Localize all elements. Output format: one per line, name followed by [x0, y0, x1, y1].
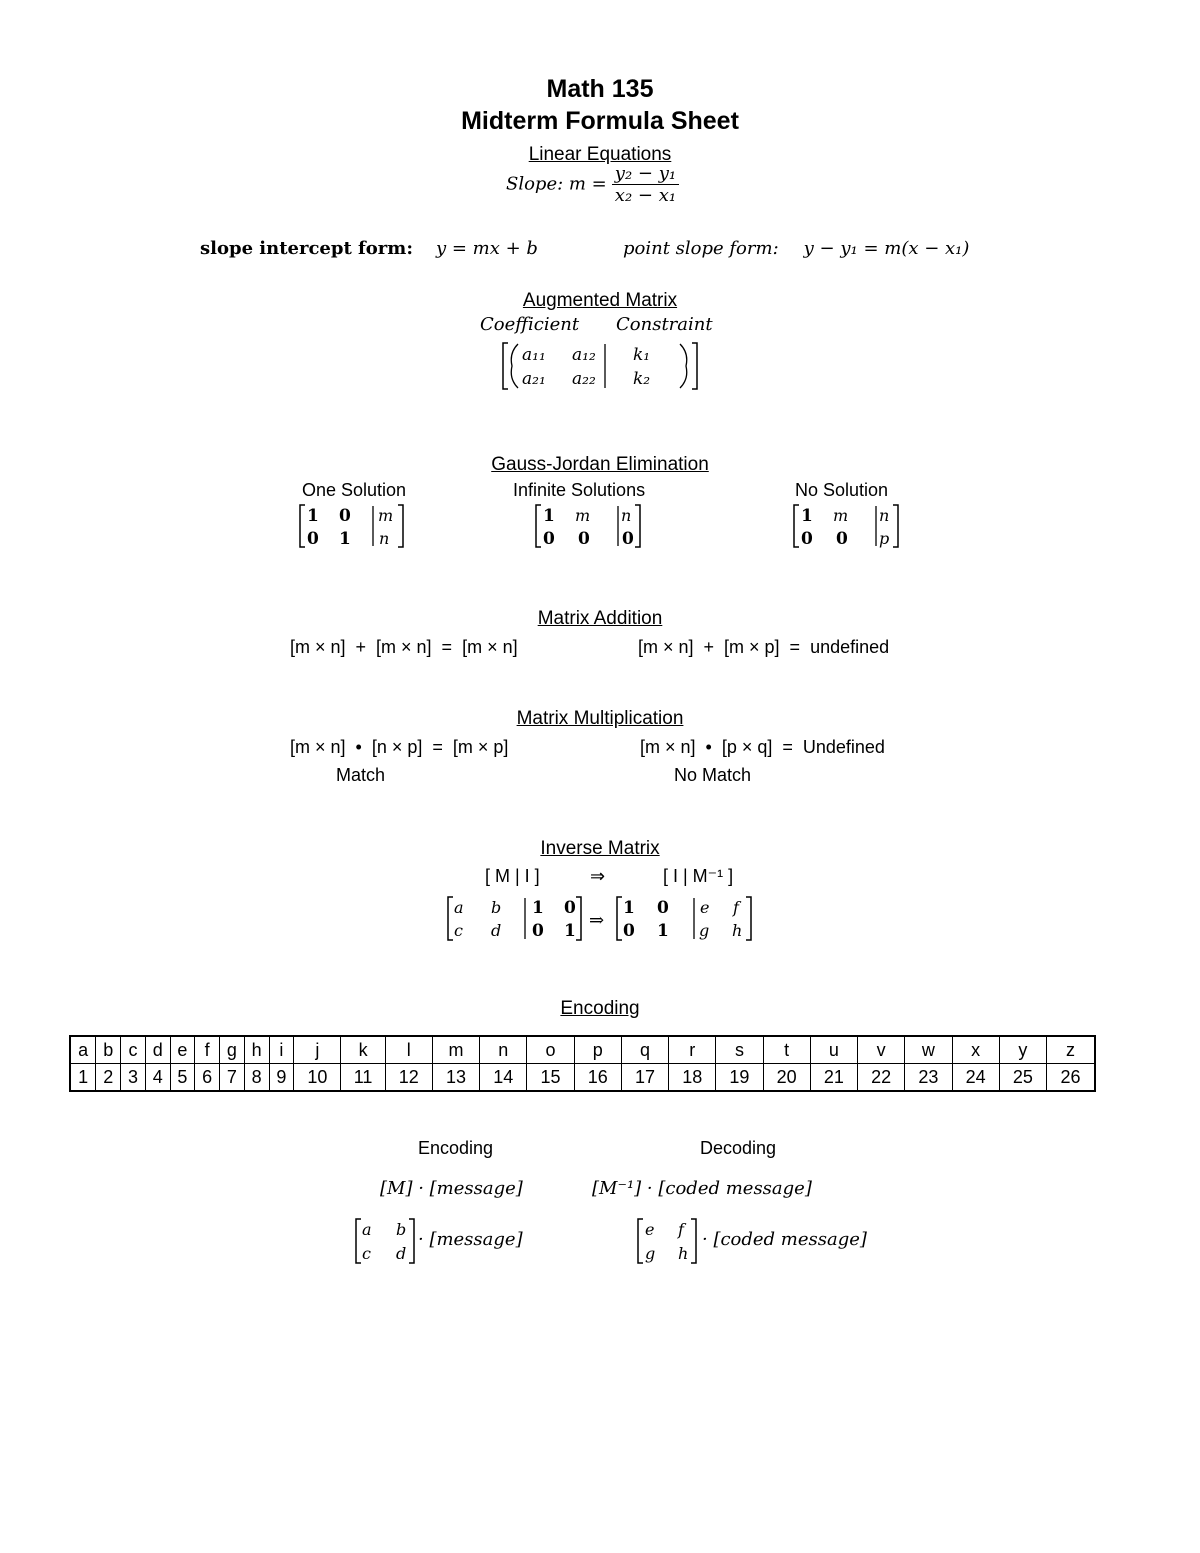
letter-cell: b	[96, 1036, 121, 1064]
m1-0: 0	[564, 898, 576, 918]
number-cell: 23	[905, 1064, 952, 1092]
cell-m: m	[378, 506, 394, 525]
cell-m: m	[833, 506, 849, 525]
gauss-jordan-heading: Gauss-Jordan Elimination	[491, 454, 709, 475]
encoding-table	[69, 1035, 1096, 1092]
constraint-label: Constraint	[616, 314, 713, 335]
slope-intercept-row	[200, 238, 538, 259]
letter-cell: o	[527, 1036, 574, 1064]
number-cell: 26	[1046, 1064, 1095, 1092]
dec-e: e	[645, 1220, 655, 1239]
slope-intercept-formula: y = mx + b	[435, 238, 538, 259]
cell-0: 0	[339, 506, 351, 526]
encoding-formula: [M] · [message]	[380, 1178, 523, 1199]
inverse-example	[446, 894, 758, 944]
entry-a11: a₁₁	[522, 345, 546, 365]
slope-formula	[506, 163, 679, 206]
number-cell: 4	[145, 1064, 170, 1092]
slope-numerator: y₂ − y₁	[612, 163, 679, 185]
m2-0: 0	[657, 898, 669, 918]
infinite-solutions-label: Infinite Solutions	[513, 480, 646, 500]
point-slope-row	[623, 238, 969, 259]
no-solution-label: No Solution	[795, 480, 889, 500]
m1-b: b	[491, 898, 502, 917]
cell-0: 0	[801, 529, 813, 549]
letter-cell: j	[294, 1036, 341, 1064]
encoding-label: Encoding	[418, 1138, 494, 1158]
letter-cell: r	[669, 1036, 716, 1064]
letter-cell: m	[432, 1036, 479, 1064]
numbers-row	[70, 1064, 1095, 1092]
entry-a21: a₂₁	[522, 369, 546, 389]
cell-1: 1	[307, 506, 319, 526]
entry-k2: k₂	[633, 369, 651, 389]
letter-cell: n	[480, 1036, 527, 1064]
entry-k1: k₁	[633, 345, 651, 365]
sheet-title: Midterm Formula Sheet	[461, 107, 739, 135]
number-cell: 12	[385, 1064, 432, 1092]
letter-cell: i	[269, 1036, 294, 1064]
cell-0: 0	[622, 529, 634, 549]
cell-0: 0	[578, 529, 590, 549]
enc-a: a	[362, 1220, 372, 1239]
cell-1: 1	[801, 506, 813, 526]
number-cell: 14	[480, 1064, 527, 1092]
match-note: Match	[336, 765, 386, 785]
matrix-addition-heading: Matrix Addition	[537, 608, 663, 629]
m1-a: a	[454, 898, 464, 917]
example-arrow: ⇒	[589, 910, 605, 931]
cell-1: 1	[543, 506, 555, 526]
no-match-note: No Match	[674, 765, 752, 785]
letter-cell: q	[621, 1036, 668, 1064]
infinite-solutions-matrix	[534, 503, 646, 549]
dec-f: f	[678, 1220, 684, 1239]
inverse-left-form: [ M | I ]	[485, 866, 540, 886]
augmented-matrix-heading: Augmented Matrix	[522, 290, 678, 311]
dec-h: h	[678, 1244, 689, 1263]
encoding-matrix	[354, 1216, 418, 1266]
letter-cell: e	[170, 1036, 195, 1064]
cell-0: 0	[543, 529, 555, 549]
one-solution-matrix	[298, 503, 410, 549]
number-cell: 22	[858, 1064, 905, 1092]
number-cell: 17	[621, 1064, 668, 1092]
encoding-heading: Encoding	[560, 998, 640, 1019]
linear-equations-heading: Linear Equations	[528, 144, 672, 165]
number-cell: 16	[574, 1064, 621, 1092]
number-cell: 3	[121, 1064, 146, 1092]
inverse-arrow: ⇒	[590, 866, 606, 886]
enc-d: d	[396, 1244, 407, 1263]
entry-a12: a₁₂	[572, 345, 596, 365]
number-cell: 13	[432, 1064, 479, 1092]
number-cell: 2	[96, 1064, 121, 1092]
point-slope-formula: y − y₁ = m(x − x₁)	[803, 238, 970, 259]
letter-cell: l	[385, 1036, 432, 1064]
decoding-matrix	[636, 1216, 700, 1266]
matrix-multiplication-heading: Matrix Multiplication	[516, 708, 684, 729]
number-cell: 20	[763, 1064, 810, 1092]
multiplication-undefined-formula: [m × n] • [p × q] = Undefined	[640, 737, 885, 757]
multiplication-match-formula: [m × n] • [n × p] = [m × p]	[290, 737, 509, 757]
slope-denominator: x₂ − x₁	[614, 185, 677, 206]
m1-0: 0	[532, 921, 544, 941]
m2-0: 0	[623, 921, 635, 941]
cell-0: 0	[836, 529, 848, 549]
m2-h: h	[732, 921, 743, 940]
number-cell: 10	[294, 1064, 341, 1092]
m2-g: g	[699, 921, 710, 940]
letter-cell: v	[858, 1036, 905, 1064]
number-cell: 24	[952, 1064, 999, 1092]
letter-cell: a	[70, 1036, 96, 1064]
inverse-right-form: [ I | M⁻¹ ]	[663, 866, 734, 886]
letter-cell: w	[905, 1036, 952, 1064]
cell-0: 0	[307, 529, 319, 549]
letter-cell: k	[341, 1036, 385, 1064]
decoding-label: Decoding	[700, 1138, 777, 1158]
entry-a22: a₂₂	[572, 369, 596, 389]
m2-1: 1	[623, 898, 635, 918]
cell-1: 1	[339, 529, 351, 549]
addition-undefined-formula: [m × n] + [m × p] = undefined	[638, 637, 890, 657]
augmented-matrix	[500, 340, 700, 392]
cell-n: n	[379, 529, 390, 548]
letter-cell: d	[145, 1036, 170, 1064]
number-cell: 21	[810, 1064, 857, 1092]
number-cell: 1	[70, 1064, 96, 1092]
number-cell: 18	[669, 1064, 716, 1092]
number-cell: 9	[269, 1064, 294, 1092]
number-cell: 6	[195, 1064, 220, 1092]
m2-1: 1	[657, 921, 669, 941]
m1-c: c	[454, 921, 463, 940]
cell-m: m	[575, 506, 591, 525]
addition-match-formula: [m × n] + [m × n] = [m × n]	[290, 637, 518, 657]
slope-label: Slope: m =	[506, 173, 607, 195]
letter-cell: t	[763, 1036, 810, 1064]
letter-cell: p	[574, 1036, 621, 1064]
m1-1: 1	[532, 898, 544, 918]
number-cell: 7	[220, 1064, 245, 1092]
dec-g: g	[645, 1244, 656, 1263]
letter-cell: y	[999, 1036, 1046, 1064]
number-cell: 11	[341, 1064, 385, 1092]
m2-e: e	[700, 898, 710, 917]
letter-cell: g	[220, 1036, 245, 1064]
course-title: Math 135	[546, 75, 654, 103]
number-cell: 25	[999, 1064, 1046, 1092]
inverse-matrix-heading: Inverse Matrix	[540, 838, 660, 859]
cell-p: p	[879, 529, 890, 548]
number-cell: 5	[170, 1064, 195, 1092]
letters-row	[70, 1036, 1095, 1064]
letter-cell: z	[1046, 1036, 1095, 1064]
letter-cell: s	[716, 1036, 763, 1064]
number-cell: 15	[527, 1064, 574, 1092]
enc-b: b	[396, 1220, 407, 1239]
letter-cell: f	[195, 1036, 220, 1064]
m1-1: 1	[564, 921, 576, 941]
coefficient-label: Coefficient	[480, 314, 580, 335]
point-slope-label: point slope form:	[623, 238, 779, 259]
slope-fraction	[612, 163, 679, 206]
letter-cell: u	[810, 1036, 857, 1064]
m2-f: f	[733, 898, 739, 917]
m1-d: d	[491, 921, 502, 940]
decoding-tail: · [coded message]	[702, 1229, 867, 1250]
number-cell: 8	[244, 1064, 269, 1092]
letter-cell: h	[244, 1036, 269, 1064]
decoding-formula: [M⁻¹] · [coded message]	[592, 1178, 812, 1199]
enc-c: c	[362, 1244, 371, 1263]
number-cell: 19	[716, 1064, 763, 1092]
no-solution-matrix	[792, 503, 904, 549]
one-solution-label: One Solution	[302, 480, 407, 500]
slope-intercept-label: slope intercept form:	[200, 238, 413, 259]
cell-n: n	[879, 506, 890, 525]
encoding-tail: · [message]	[418, 1229, 523, 1250]
cell-n: n	[621, 506, 632, 525]
letter-cell: c	[121, 1036, 146, 1064]
letter-cell: x	[952, 1036, 999, 1064]
